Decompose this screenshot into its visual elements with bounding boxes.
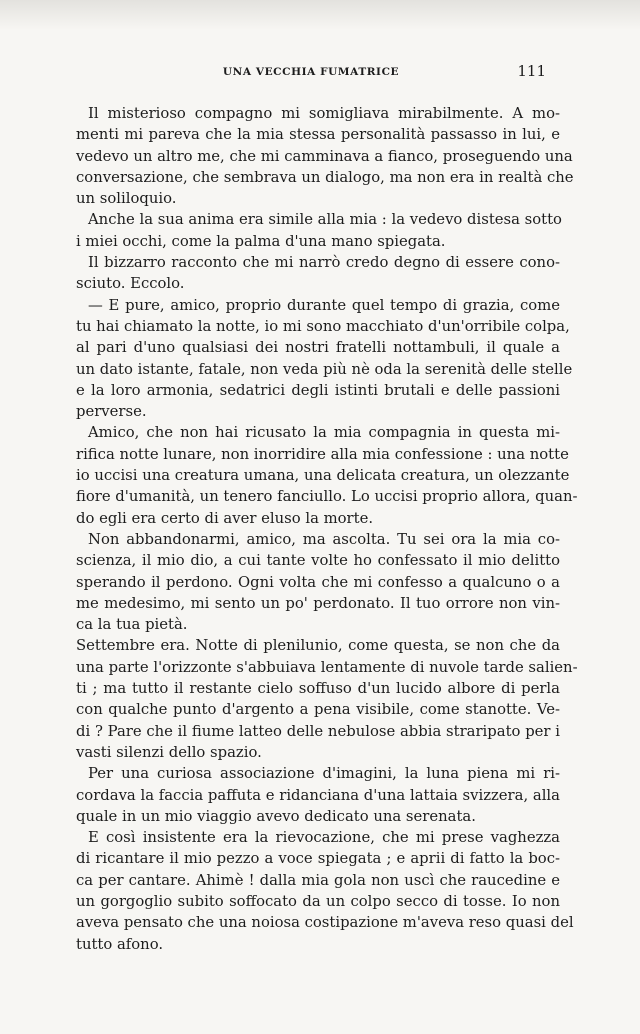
text-line: un soliloquio. <box>76 190 177 208</box>
text-line: sperando il perdono. Ogni volta che mi confesso a qualcuno o a <box>76 573 560 591</box>
text-line: vedevo un altro me, che mi camminava a fianco, proseguendo una <box>76 147 573 165</box>
text-line: perverse. <box>76 403 147 421</box>
text-line: ca per cantare. Ahimè ! dalla mia gola non uscì che raucedine e <box>76 871 560 889</box>
text-line: tutto afono. <box>76 935 164 953</box>
text-line: un gorgoglio subito soffocato da un colpo secco di tosse. Io non <box>76 892 560 910</box>
text-line: Non abbandonarmi, amico, ma ascolta. Tu sei ora la mia co- <box>88 530 560 548</box>
text-line: menti mi pareva che la mia stessa personalità passasso in lui, e <box>76 126 560 144</box>
text-line: al pari d'uno qualsiasi dei nostri fratelli nottambuli, il quale a <box>76 339 560 357</box>
text-line: fiore d'umanità, un tenero fanciullo. Lo uccisi proprio allora, quan- <box>76 488 578 506</box>
text-line: E così insistente era la rievocazione, che mi prese vaghezza <box>88 829 560 847</box>
running-title: UNA VECCHIA FUMATRICE <box>222 66 400 78</box>
text-line: aveva pensato che una noiosa costipazione m'aveva reso quasi del <box>76 914 574 932</box>
text-line: rifica notte lunare, non inorridire alla mia confessione : una notte <box>76 445 569 463</box>
text-line: — E pure, amico, proprio durante quel tempo di grazia, come <box>88 296 560 314</box>
text-line: Per una curiosa associazione d'imagini, la luna piena mi ri- <box>88 765 560 783</box>
page-top-edge <box>0 0 640 30</box>
text-line: sciuto. Eccolo. <box>76 275 185 293</box>
body-text <box>76 103 578 955</box>
text-line: un dato istante, fatale, non veda più nè oda la serenità delle stelle <box>76 360 573 378</box>
text-line: do egli era certo di aver eluso la morte. <box>76 509 374 527</box>
text-line: una parte l'orizzonte s'abbuiava lentamente di nuvole tarde salien- <box>76 658 578 676</box>
text-line: conversazione, che sembrava un dialogo, ma non era in realtà che <box>76 168 574 186</box>
text-line: Anche la sua anima era simile alla mia : la vedevo distesa sotto <box>88 211 562 229</box>
text-line: Il bizzarro racconto che mi narrò credo degno di essere cono- <box>88 254 560 272</box>
text-line: scienza, il mio dio, a cui tante volte ho confessato il mio delitto <box>76 552 560 570</box>
text-line: di ricantare il mio pezzo a voce spiegata ; e aprii di fatto la boc- <box>76 850 560 868</box>
text-line: io uccisi una creatura umana, una delicata creatura, un olezzante <box>76 467 570 485</box>
text-line: quale in un mio viaggio avevo dedicato una serenata. <box>76 807 476 825</box>
page-number: 111 <box>517 62 546 80</box>
text-line: tu hai chiamato la notte, io mi sono macchiato d'un'orribile colpa, <box>76 317 570 335</box>
text-line: ca la tua pietà. <box>76 616 188 634</box>
text-line: vasti silenzi dello spazio. <box>76 743 262 761</box>
text-line: e la loro armonia, sedatrici degli istinti brutali e delle passioni <box>76 381 560 399</box>
text-line: cordava la faccia paffuta e ridanciana d'una lattaia svizzera, alla <box>76 786 560 804</box>
text-line: Il misterioso compagno mi somigliava mirabilmente. A mo- <box>88 105 560 122</box>
text-line: di ? Pare che il fiume latteo delle nebulose abbia straripato per i <box>76 722 560 740</box>
text-line: me medesimo, mi sento un po' perdonato. Il tuo orrore non vin- <box>76 594 560 612</box>
text-line: i miei occhi, come la palma d'una mano spiegata. <box>76 232 446 250</box>
text-line: Settembre era. Notte di plenilunio, come questa, se non che da <box>76 637 560 655</box>
text-line: Amico, che non hai ricusato la mia compagnia in questa mi- <box>88 424 560 442</box>
text-line: con qualche punto d'argento a pena visibile, come stanotte. Ve- <box>76 701 560 719</box>
text-line: ti ; ma tutto il restante cielo soffuso d'un lucido albore di perla <box>76 680 560 698</box>
page-header <box>76 62 546 82</box>
